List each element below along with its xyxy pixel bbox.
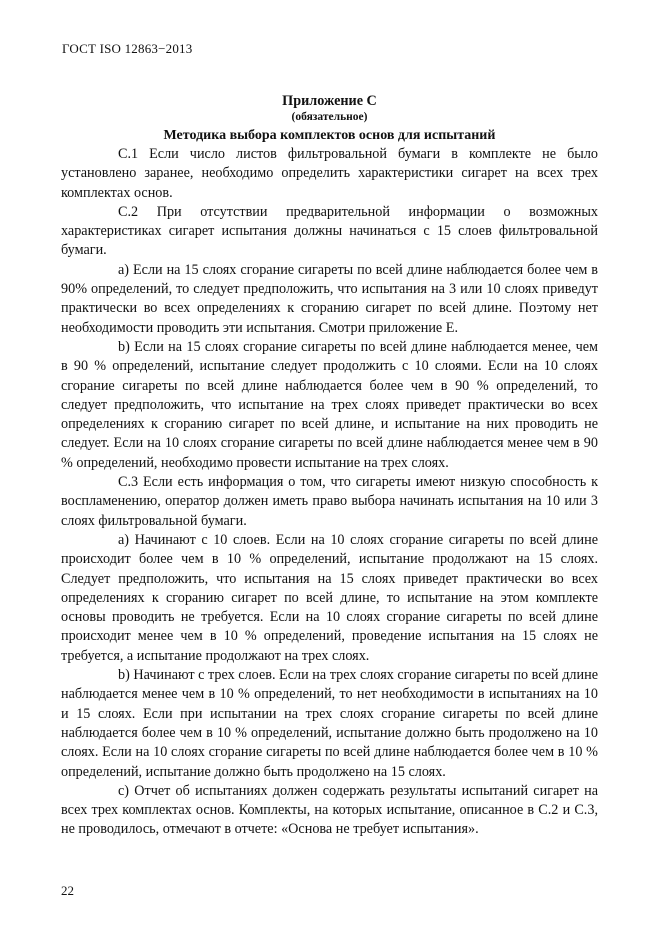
paragraph-c2-a: а) Если на 15 слоях сгорание сигареты по всей длине наблюдается более чем в 90% определений, то следует предположить, что испытания на 3 или 10 слоях приведут практически во всех определениях к сгоранию сигарет по всей длине. Поэтому нет необходимости проводить эти испытания. Смотри приложение Е. <box>61 261 598 336</box>
appendix-body <box>61 145 598 840</box>
paragraph-c1: С.1 Если число листов фильтровальной бумаги в комплекте не было установлено заранее, необходимо определить характеристики сигарет на всех трех комплектах основ. <box>61 146 598 201</box>
paragraph-c3: С.3 Если есть информация о том, что сигареты имеют низкую способность к воспламенению, оператор должен иметь право выбора начинать испытания на 10 или 3 слоях фильтровальной бумаги. <box>61 474 598 529</box>
page-content <box>61 93 598 840</box>
paragraph-c3-b: b) Начинают с трех слоев. Если на трех слоях сгорание сигареты по всей длине наблюдается менее чем в 10 % определений, то нет необходимости в испытаниях на 10 и 15 слоях. Если при испытании на трех слоях сгорание сигареты по всей длине наблюдается более чем в 10 % определений, испытание должно быть продолжено на 10 слоях. Если на 10 слоях сгорание сигареты по всей длине наблюдается более чем в 10 % определений, испытание должно быть продолжено на 15 слоях. <box>61 667 598 780</box>
document-code: ГОСТ ISO 12863−2013 <box>62 41 193 56</box>
paragraph-c3-a: а) Начинают с 10 слоев. Если на 10 слоях сгорание сигареты по всей длине происходит более чем в 10 % определений, испытание продолжают на 15 слоях. Следует предположить, что испытания на 15 слоях приведет практически во всех определениях к сгоранию сигарет по всей длине, то испытание на этом комплекте основы проводить не требуется. Если на 10 слоях сгорание сигареты по всей длине происходит менее чем в 10 % определений, проведение испытания на 15 слоях не требуется, а испытание продолжают на трех слоях. <box>61 531 598 664</box>
paragraph-c3-c: с) Отчет об испытаниях должен содержать результаты испытаний сигарет на всех трех комплектах основ. Комплекты, на которых испытание, описанное в С.2 и С.3, не проводилось, отмечают в отчете: «Основа не требует испытания». <box>61 782 598 838</box>
appendix-title: Приложение С <box>282 93 377 109</box>
page-number: 22 <box>61 883 74 898</box>
appendix-subtitle: Методика выбора комплектов основ для испытаний <box>163 128 496 143</box>
paragraph-c2: С.2 При отсутствии предварительной информации о возможных характеристиках сигарет испытания должны начинаться с 15 слоев фильтровальной бумаги. <box>61 203 598 259</box>
paragraph-c2-b: b) Если на 15 слоях сгорание сигареты по всей длине наблюдается менее, чем в 90 % определений, испытание следует продолжить с 10 слоями. Если на 10 слоях сгорание сигареты по всей длине наблюдается более чем в 90 % определений, то следует предположить, что испытание на трех слоях приведет практически во всех определениях к сгоранию сигарет по всей длине, и испытание на них проводить не следует. Если на 10 слоях сгорание сигареты по всей длине наблюдается менее чем в 90 % определений, необходимо провести испытание на трех слоях. <box>61 338 598 471</box>
appendix-status-note: (обязательное) <box>291 111 368 123</box>
